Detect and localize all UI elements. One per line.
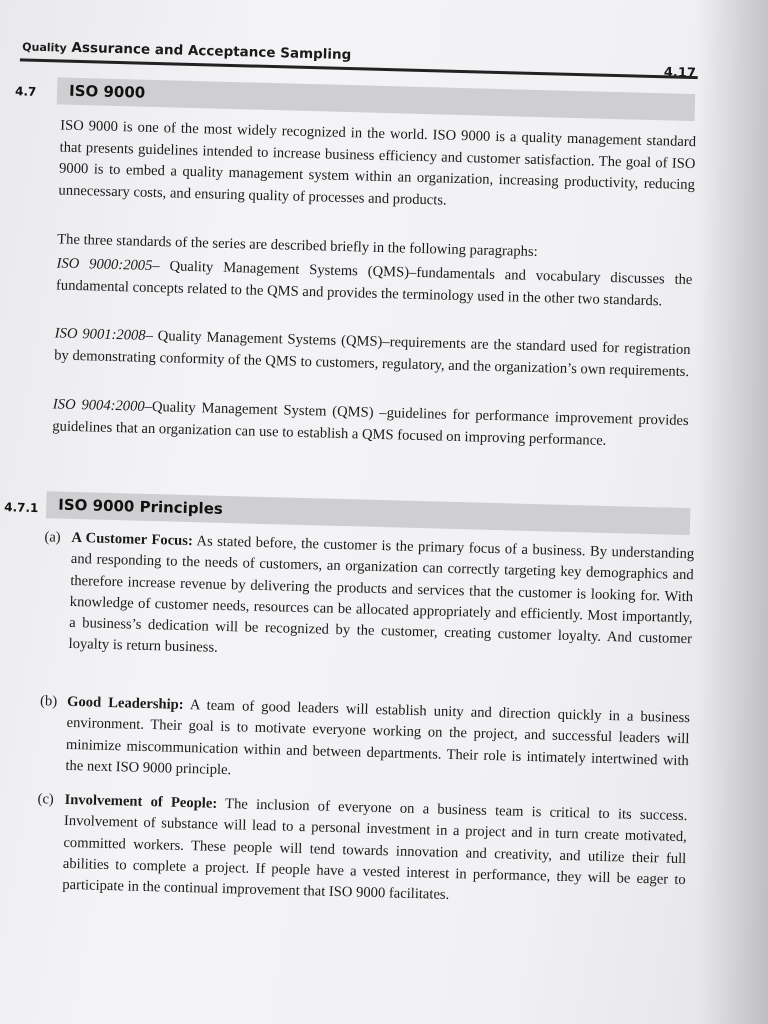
section-heading-bar xyxy=(57,77,695,121)
subsection-number: 4.7.1 xyxy=(4,500,39,516)
principle-item xyxy=(38,691,690,793)
principle-text: The inclusion of everyone on a business team is critical to its success. Involvement of substance will lead to a personal investment in a project and in turn create motivated, committed workers. These people will tend towards innovation and creativity, and utilize their full abilities to complete a project. If people have a vested interest in performance, they will be eager to participate in the continual improvement that ISO 9000 facilitates. xyxy=(62,795,688,904)
standard-name: ISO 9000:2005– xyxy=(56,255,160,275)
standard-paragraph xyxy=(52,394,689,454)
subsection-heading-bar xyxy=(46,491,690,535)
page-number: 4.17 xyxy=(663,65,697,82)
principle-item xyxy=(41,527,694,672)
running-header-title: Assurance and Acceptance Sampling xyxy=(71,39,352,64)
principle-label: (c) xyxy=(37,791,54,808)
principle-text: As stated before, the customer is the primary focus of a business. By understanding and responding to the needs of customers, an organization can correctly targeting key demographics and therefore increase revenue by delivering the products and services that the customer is looking for. With knowledge of customer needs, resources can be allocated appropriately and efficiently. Most importantly, a business’s dedication will be recognized by the customer, creating customer loyalty. And customer loyalty is return business. xyxy=(68,533,695,657)
header-rule xyxy=(20,58,698,82)
standard-text: Quality Management Systems (QMS)–requirements are the standard used for registration by demonstrating conformity of the QMS to customers, regulatory, and the organization’s own requirements. xyxy=(54,327,691,380)
section-title: ISO 9000 xyxy=(68,81,146,102)
principle-item xyxy=(35,789,688,912)
running-header-first-word: Quality xyxy=(22,40,67,55)
principle-term: A Customer Focus: xyxy=(71,529,194,550)
standard-paragraph xyxy=(54,323,691,383)
intro-paragraph: ISO 9000 is one of the most widely recognized in the world. ISO 9000 is a quality management standard that presents guidelines intended to increase business efficiency and customer satisfaction. The goal of ISO 9000 is to embed a quality management system within an organization, increasing productivity, reducing unnecessary costs, and ensuring quality of processes and products. xyxy=(58,117,697,209)
standard-name: ISO 9004:2000– xyxy=(52,396,153,415)
section-number: 4.7 xyxy=(14,84,37,99)
principle-text: A team of good leaders will establish unity and direction quickly in a business environment. Their goal is to motivate everyone working on the project, and successful leaders will minimize miscommunication within and between departments. Their role is intimately intertwined with the next ISO 9000 principle. xyxy=(65,696,691,779)
subsection-title: ISO 9000 Principles xyxy=(58,495,224,518)
three-standards-paragraph: The three standards of the series are described briefly in the following paragraphs: xyxy=(57,231,538,261)
standard-text: Quality Management System (QMS) –guidelines for performance improvement provides guidelines that an organization can use to establish a QMS focused on improving performance. xyxy=(52,398,689,449)
principle-label: (b) xyxy=(39,693,58,710)
standard-name: ISO 9001:2008– xyxy=(54,325,154,344)
principle-term: Involvement of People: xyxy=(64,791,218,812)
principle-label: (a) xyxy=(44,529,61,546)
standard-text: Quality Management Systems (QMS)–fundamentals and vocabulary discusses the fundamental concepts related to the QMS and provides the terminology used in the other two standards. xyxy=(55,258,693,309)
principle-term: Good Leadership: xyxy=(66,693,184,713)
